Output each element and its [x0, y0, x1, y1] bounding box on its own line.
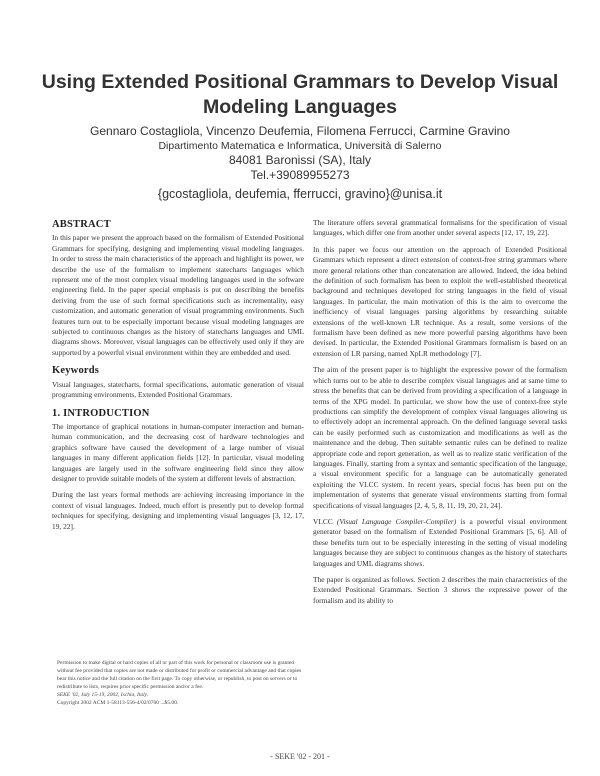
author-department: Dipartimento Matematica e Informatica, Università di Salerno: [158, 139, 442, 152]
author-block: [40, 124, 560, 202]
abstract-text: In this paper we present the approach based on the formalism of Extended Positional Grammars for specifying, designing and implementing visual modeling languages. In order to stress the main characteristics of the approach and highlight its power, we describe the use of the formalism to implement statecharts languages which represent one of the most complex visual modeling languages used in the software engineering field. In the paper special emphasis is put on describing the benefits deriving from the use of such formal specifications such as incrementality, easy customization, and automatic generation of visual programming environments. Such features turn out to be especially important because visual modeling languages are subjected to continuous changes as the history of statecharts languages and UML diagrams shows. Moreover, visual languages can be effectively used only if they are supported by a powerful visual environment within they are embedded and used.: [52, 233, 304, 357]
body-paragraph: The paper is organized as follows. Section 2 describes the main characteristics of the Extended Positional Grammars. Section 3 shows the expressive power of the formalism and its ability to: [313, 575, 567, 605]
author-phone: Tel.+39089955273: [250, 167, 350, 182]
vlcc-acronym: VLCC: [313, 516, 333, 526]
vlcc-description: is a powerful visual environment generator based on the formalism of Extended Positional Grammars [5, 6]. All of these benefits turn out to be especially interesting in the setting of visual modeling languages because they are subject to continuous changes as the history of statecharts languages and UML diagrams shows.: [313, 516, 567, 568]
body-paragraph: The aim of the present paper is to highlight the expressive power of the formalism which turns out to be able to describe complex visual languages and at same time to stress the benefits that can be derived from providing a specification of a language in terms of the XPG model. In particular, we show how the use of context-free style productions can simplify the development of complex visual languages allowing us to effectively adopt an incremental approach. On the defined language several tasks can be easily performed such as customization and modifications as well as the maintenance and the debug. Then suitable semantic rules can be defined to realize appropriate code and report generation, as well as to realize static verification of the languages. Finally, starting from a syntax and semantic specification of the language, a visual environment specific for a language can be automatically generated exploiting the VLCC system. In recent years, special focus has been put on the implementation of systems that generate visual environments starting from formal specifications of visual languages [2, 4, 5, 8, 11, 19, 20, 21, 24].: [313, 365, 567, 510]
introduction-paragraph: The importance of graphical notations in human-computer interaction and human-human communication, and the decreasing cost of hardware technologies and graphics software have caused the development of a large number of visual languages in many different application fields [12]. In particular, visual modeling languages are largely used in the software engineering field since they allow designer to provide suitable models of the system at different levels of abstraction.: [52, 421, 304, 483]
keywords-heading: Keywords: [52, 365, 100, 377]
introduction-paragraph: During the last years formal methods are achieving increasing importance in the context of visual languages. Indeed, much effort is presently put to develop formal techniques for specifying, designing and implementing visual languages [3, 12, 17, 19, 22].: [52, 490, 304, 531]
author-names: Gennaro Costagliola, Vincenzo Deufemia, Filomena Ferrucci, Carmine Gravino: [90, 124, 510, 138]
introduction-heading: 1. INTRODUCTION: [52, 407, 150, 419]
permission-venue: SEKE '02, July 15-19, 2002, Ischia, Italy.: [57, 692, 149, 698]
paper-title: Using Extended Positional Grammars to Develop Visual Modeling Languages: [41, 71, 559, 118]
vlcc-expansion: (Visual Language Compiler-Compiler): [336, 516, 457, 526]
abstract-heading: ABSTRACT: [52, 219, 111, 230]
right-column: [313, 218, 567, 612]
permission-notice: [57, 659, 303, 707]
author-address: 84081 Baronissi (SA), Italy: [228, 153, 372, 167]
left-column: [52, 218, 304, 538]
keywords-text: Visual languages, statecharts, formal specifications, automatic generation of visual programming environments, Extended Positional Grammars.: [52, 379, 304, 400]
permission-text: Permission to make digital or hard copies of all or part of this work for personal or classroom use is granted without fee provided that copies are not made or distributed for profit or commercial advantage and that copies bear this notice and the full citation on the first page. To copy otherwise, or republish, to post on servers or to redistribute to lists, requires prior specific permission and/or a fee.: [57, 660, 302, 690]
body-paragraph: In this paper we focus our attention on the approach of Extended Positional Grammars which represent a direct extension of context-free string grammars where more general relations other than concatenation are allowed. Indeed, the idea behind the definition of such formalism has been to exploit the well-established theoretical background and techniques developed for string languages in the field of visual languages. In particular, the main motivation of this is the aim to overcome the inefficiency of visual languages parsing algorithms by researching suitable extensions of the well-known LR technique. As a result, some versions of the formalism have been defined as new more powerful parsing algorithms have been devised. In particular, the Extended Positional Grammars formalism is based on an extension of LR parsing, named XpLR methodology [7].: [313, 244, 567, 358]
body-paragraph-vlcc: [313, 517, 567, 569]
author-email: {gcostagliola, deufemia, fferrucci, gravino}@unisa.it: [157, 187, 443, 201]
page-footer: - SEKE '02 - 201 -: [270, 752, 330, 761]
body-paragraph: The literature offers several grammatical formalisms for the specification of visual languages, which differ one from another under several aspects [12, 17, 19, 22].: [313, 218, 567, 238]
permission-copyright: Copyright 2002 ACM 1-58113-556-4/02/0700 ...$5.00.: [57, 700, 179, 706]
